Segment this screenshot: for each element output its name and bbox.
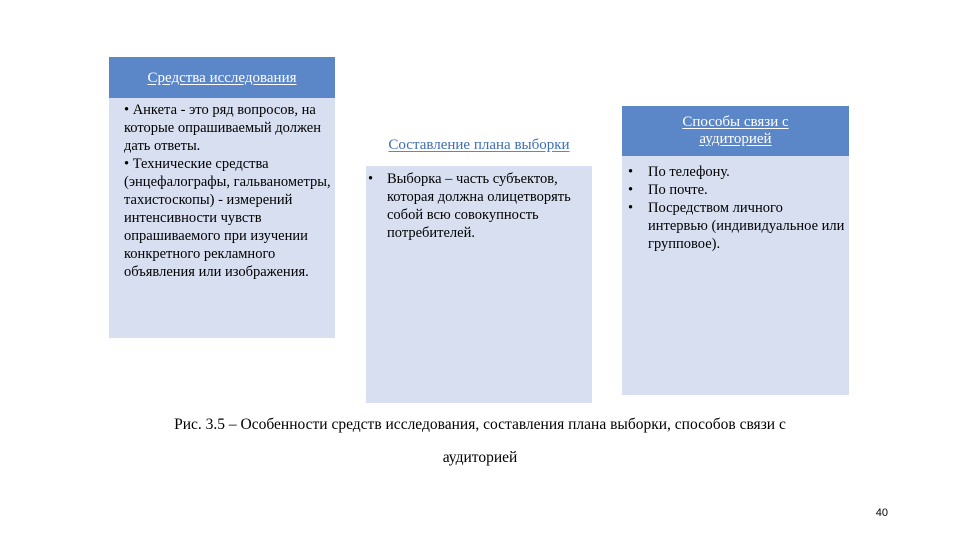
card-body	[628, 163, 846, 253]
card-header-sampling-plan	[366, 125, 592, 166]
card-header-audience-contact	[622, 106, 849, 156]
list-item	[628, 163, 846, 181]
bullet: •	[628, 182, 634, 198]
card-title: Составление плана выборки	[388, 137, 570, 153]
card-audience-contact	[622, 106, 849, 395]
bullet: •	[628, 200, 634, 216]
list-item	[366, 170, 592, 242]
list-item-text: По телефону.	[648, 164, 730, 180]
card-title-line1: Способы связи с	[682, 114, 789, 130]
bullet: •	[368, 171, 374, 187]
card-body	[366, 170, 592, 242]
list-item: • Анкета - это ряд вопросов, на которые опрашиваемый должен дать ответы.	[124, 102, 321, 154]
card-body	[124, 101, 334, 281]
page-number: 40	[875, 507, 888, 519]
card-research-tools	[109, 57, 335, 338]
list-item-text: По почте.	[648, 182, 708, 198]
list-item: • Технические средства (энцефалографы, гальванометры, тахистоскопы) - измерений интенсивности чувств опрашиваемого при изучении конкретного рекламного объявления или изображения.	[124, 156, 331, 280]
card-title-line2: аудиторией	[699, 131, 772, 147]
list-item	[628, 181, 846, 199]
card-header-research-tools	[109, 57, 335, 98]
figure-caption-continuation: аудиторией	[442, 449, 518, 466]
card-sampling-plan	[366, 166, 592, 403]
bullet: •	[628, 164, 634, 180]
list-item-text: Посредством личного интервью (индивидуальное или групповое).	[648, 200, 845, 252]
list-item	[628, 199, 846, 253]
figure-caption: Рис. 3.5 – Особенности средств исследования, составления плана выборки, способов связи с	[174, 416, 786, 433]
card-title: Средства исследования	[147, 70, 297, 86]
list-item-text: Выборка – часть субъектов, которая должна олицетворять собой всю совокупность потребителей.	[387, 171, 571, 241]
